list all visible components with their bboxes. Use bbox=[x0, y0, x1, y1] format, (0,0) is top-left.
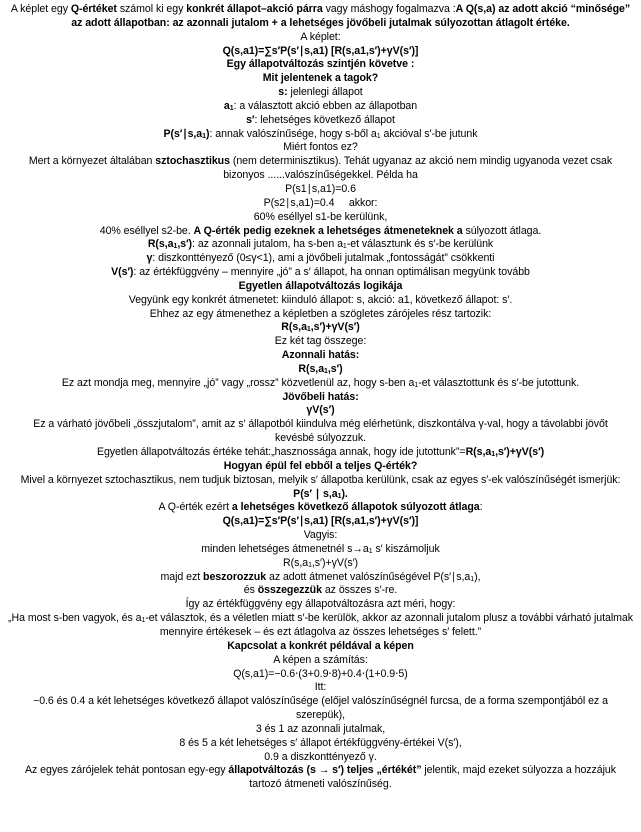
term-a1: $a_1$: a választott akció ebben az állapotban bbox=[223, 99, 418, 112]
future-explanation: Ez a várható jövőbeli „összjutalom”, amit az s′ állapotból kiindulva még elérhetünk, diszkontálva γ-val, hogy a távolabbi jövőt kevésbé súlyozzuk. bbox=[33, 418, 608, 445]
step-multiply: majd ezt beszorozzuk az adott átmenet valószínűségével $P(s'∣s,a_1)$, bbox=[160, 570, 481, 583]
vagyis: Vagyis: bbox=[303, 529, 338, 542]
term-gamma: γ: diszkonttényező (0≤γ<1), ami a jövőbeli jutalmak „fontosságát” csökkenti bbox=[146, 252, 495, 265]
stochastic-line: Mert a környezet általában sztochasztikus (nem determinisztikus). Tehát ugyanaz az akció nem mindig ugyanoda vezet csak bbox=[28, 155, 613, 168]
example-intro: bizonyos ......valószínűségekkel. Példa ha bbox=[223, 169, 418, 182]
term-probability: $P(s'∣s,a_1)$: annak valószínűsége, hogy s-ből $a_1$ akcióval s′-be jutunk bbox=[163, 127, 478, 140]
term-s-prime: s′: lehetséges következő állapot bbox=[246, 113, 395, 126]
heading-single-transition-logic: Egyetlen állapotváltozás logikája bbox=[238, 279, 403, 292]
value-measures: Így az értékfüggvény egy állapotváltozásra azt méri, hogy: bbox=[185, 598, 456, 611]
itt: Itt: bbox=[314, 681, 327, 694]
example-p1: P(s1∣s,a1)=0.6 bbox=[285, 182, 356, 195]
intro-line-1: A képlet egy Q-értéket számol ki egy konkrét állapot–akció párra vagy máshogy fogalmazva :A Q(s,a) az adott akció “minősége” bbox=[10, 3, 631, 15]
single-transition-value: Egyetlen állapotváltozás értéke tehát:„hasznossága annak, hogy ide $jutottunk”=R(s,a_1,s')+\gamma V(s')$ bbox=[96, 446, 545, 458]
bracket-part-intro: Ehhez az egy átmenethez a képletben a szögletes zárójeles rész tartozik: bbox=[149, 307, 492, 320]
bracket-formula: $R(s,a_1,s')+\gamma V(s')$ bbox=[281, 321, 360, 334]
formula-label: A képlet: bbox=[300, 30, 341, 43]
calc-intro: A képen a számítás: bbox=[273, 653, 368, 666]
weighted-average-line: A Q-érték ezért a lehetséges következő állapotok súlyozott átlaga: bbox=[158, 501, 483, 514]
subheading-single-transition: Egy állapotváltozás szintjén követve : bbox=[226, 58, 415, 71]
calc-formula: Q(s,a1)=−0.6⋅(3+0.9⋅8)+0.4⋅(1+0.9⋅5) bbox=[233, 667, 408, 680]
term-reward: $R(s,a_1,s')$: az azonnali jutalom, ha s-ben $a_1-et$ választunk és s′-be kerülünk bbox=[147, 238, 494, 251]
formula: Q(s,a1)=∑s′P(s′∣s,a1) [R(s,a1,s′)+γV(s′)] bbox=[222, 44, 419, 57]
heading-example-link: Kapcsolat a konkrét példával a képen bbox=[227, 639, 414, 652]
example-60: 60% eséllyel s1-be kerülünk, bbox=[253, 210, 388, 223]
rewards-explanation: 3 és 1 az azonnali jutalmak, bbox=[255, 722, 386, 735]
transition-probability: P(s′ ∣ $s,a_1$). bbox=[293, 487, 348, 500]
term-value: V(s′): az értékfüggvény – mennyire „jó” a s′ állapot, ha onnan optimálisan megyünk tovább bbox=[111, 266, 530, 279]
values-explanation: 8 és 5 a két lehetséges s′ állapot értékfüggvény-értékei V(s′), bbox=[179, 736, 462, 749]
step-formula: $R(s,a_1,s')+\gamma V(s')$ bbox=[283, 556, 358, 569]
heading-immediate: Azonnali hatás: bbox=[281, 349, 360, 362]
discount-explanation: 0.9 a diszkonttényező γ. bbox=[264, 750, 377, 763]
term-s: s: jelenlegi állapot bbox=[278, 86, 363, 99]
heading-terms: Mit jelentenek a tagok? bbox=[262, 72, 379, 85]
example-40: 40% eséllyel s2-be. A Q-érték pedig ezeknek a lehetséges átmeneteknek a súlyozott átlaga. bbox=[99, 224, 542, 237]
two-terms: Ez két tag összege: bbox=[274, 335, 367, 348]
immediate-explanation: Ez azt mondja meg, mennyire „jó” vagy „rossz” közvetlenül az, hogy s-ben $a_1-et$ választottunk és s′-be jutottunk. bbox=[61, 376, 580, 389]
stochastic-explanation: Mivel a környezet sztochasztikus, nem tudjuk biztosan, melyik s′ állapotba kerülünk, csak az egyes s′-ek valószínűségét ismerjük: bbox=[20, 473, 621, 486]
immediate-formula: $R(s,a_1,s')$ bbox=[298, 362, 343, 375]
intro-line-2: az adott állapotban: az azonnali jutalom + a lehetséges jövőbeli jutalmak súlyozottan átlagolt értéke. bbox=[71, 16, 570, 29]
formula-repeat: Q(s,a1)=∑s′P(s′∣s,a1) [R(s,a1,s′)+γV(s′)] bbox=[222, 515, 419, 528]
heading-future: Jövőbeli hatás: bbox=[282, 390, 359, 403]
quote: „Ha most s-ben vagyok, és $a_1-et$ választok, és a véletlen miatt s′-be kerülök, akkor az azonnali jutalom plusz a további várható jutalmak mennyire értékesek – és ezt átlagolva az összes lehetséges s′ felett.” bbox=[8, 612, 633, 638]
example-p2: P(s2∣s,a1)=0.4 akkor: bbox=[263, 196, 378, 209]
transition-example: Vegyünk egy konkrét átmenetet: kiinduló állapot: s, akció: a1, következő állapot: s′. bbox=[128, 293, 513, 306]
why-important: Miért fontos ez? bbox=[283, 141, 358, 154]
step-compute: minden lehetséges átmenetnél $s\to a_1$ s′ kiszámoljuk bbox=[201, 542, 440, 555]
step-sum: és összegezzük az összes s′-re. bbox=[243, 584, 398, 597]
conclusion: Az egyes zárójelek tehát pontosan egy-egy állapotváltozás (s → s′) teljes „értékét” jelentik, majd ezeket súlyozza a hozzájuk tartozó átmeneti valószínűség. bbox=[24, 764, 617, 791]
future-formula: γV(s′) bbox=[306, 404, 335, 417]
probabilities-explanation: −0.6 és 0.4 a két lehetséges következő állapot valószínűsége (előjel valószínűségnél furcsa, de a forma szempontjából ez a szerepük), bbox=[33, 695, 608, 722]
heading-full-q: Hogyan épül fel ebből a teljes Q-érték? bbox=[223, 459, 418, 472]
